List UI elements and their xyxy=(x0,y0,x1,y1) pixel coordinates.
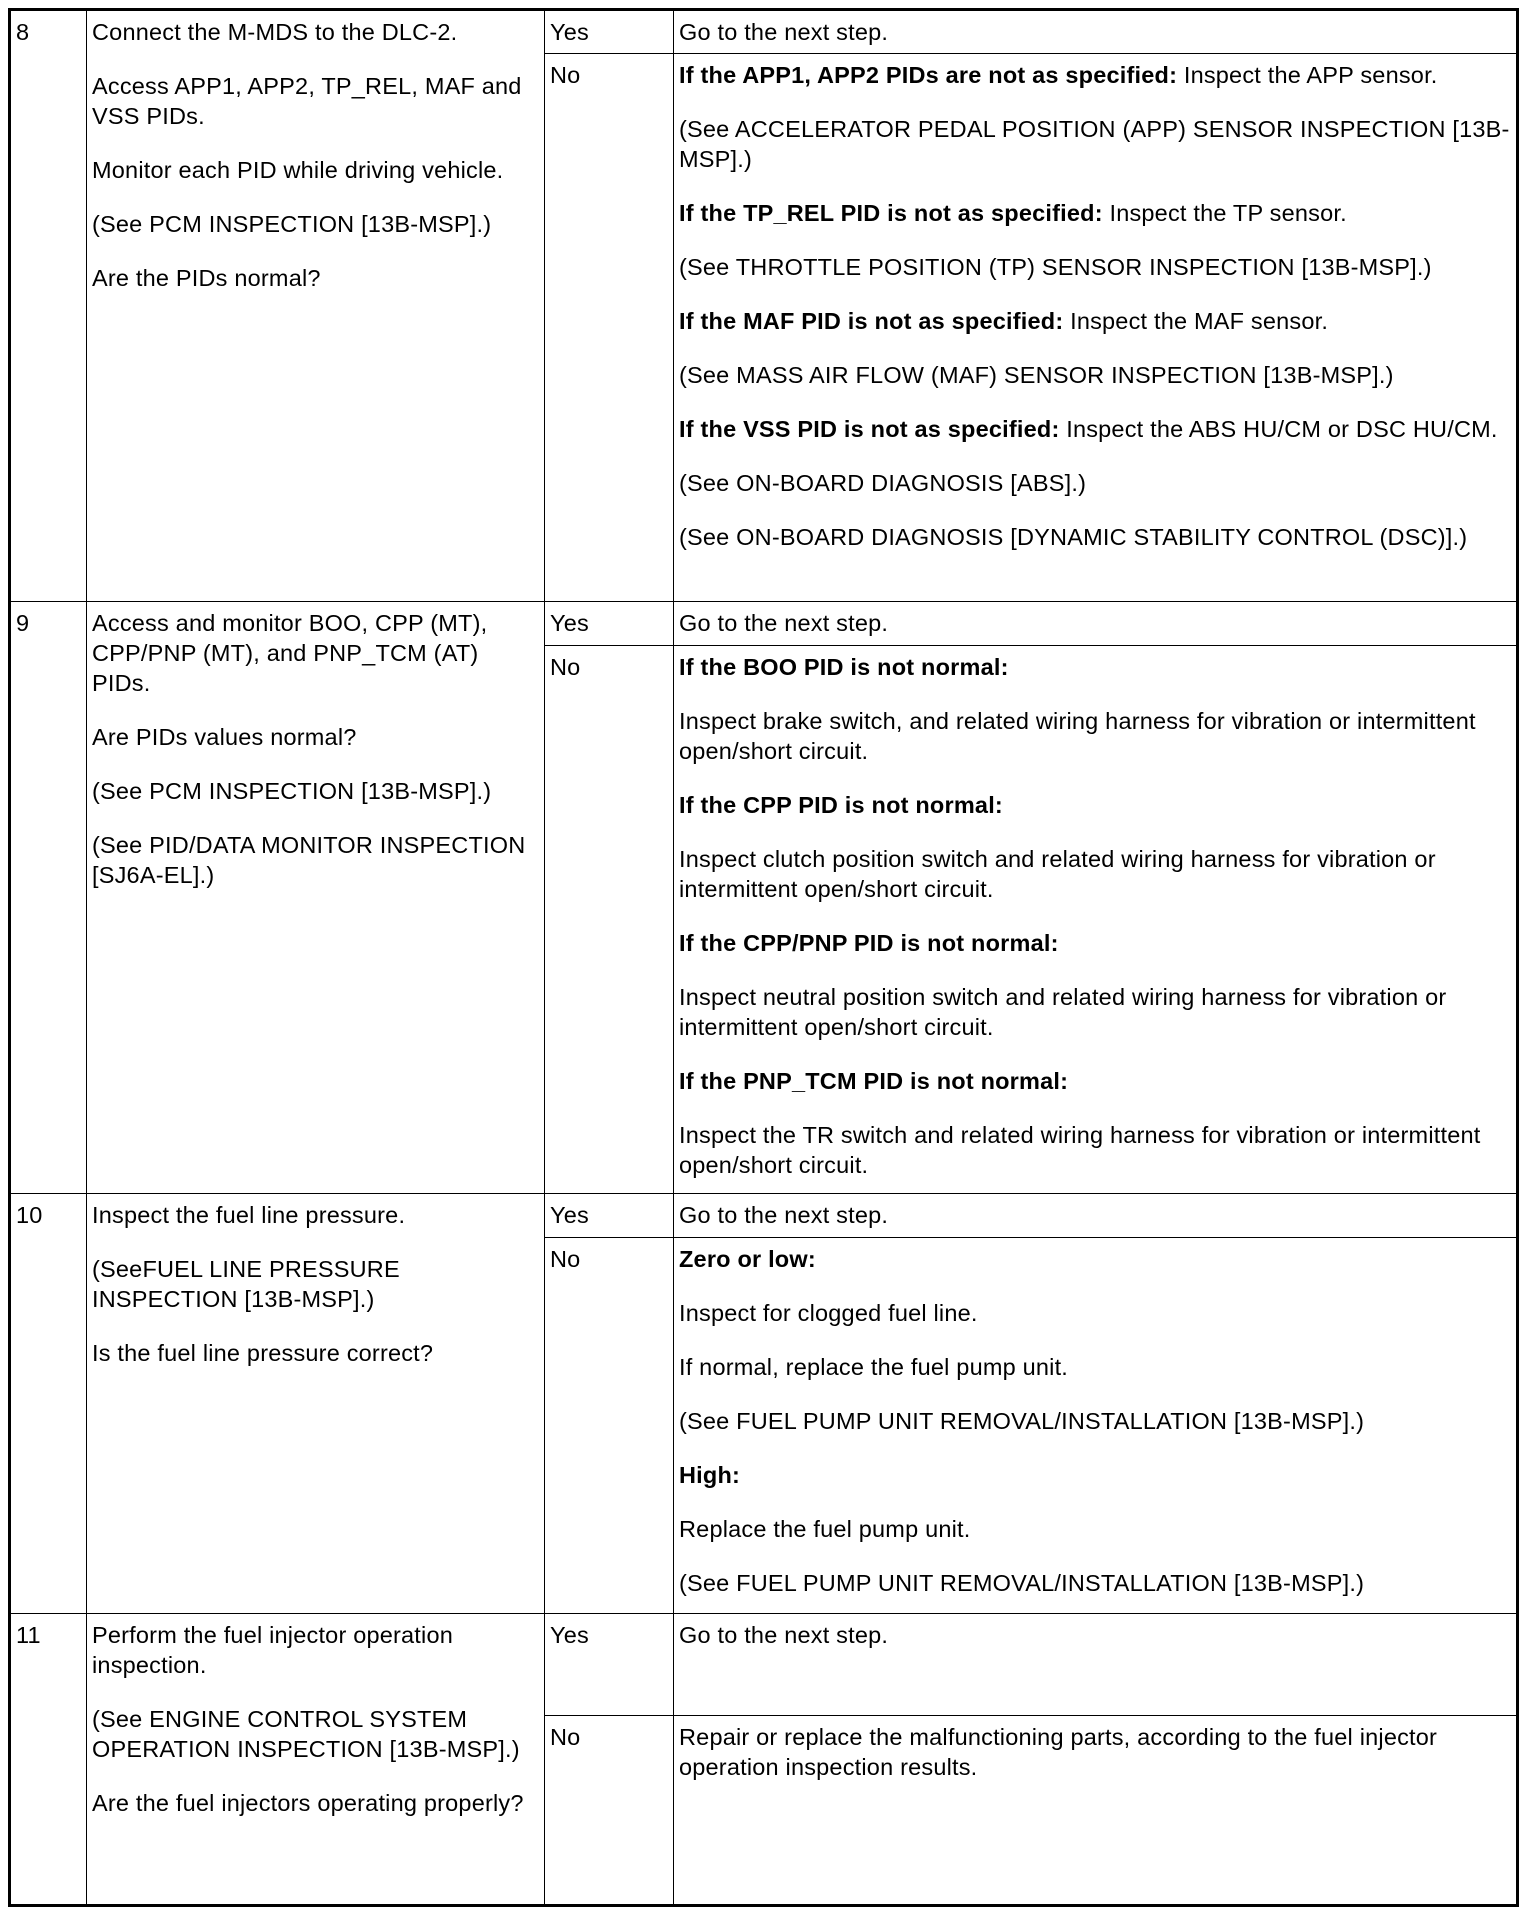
result-paragraph: Inspect the TR switch and related wiring harness for vibration or intermittent open/short circuit. xyxy=(679,1122,1481,1178)
result-paragraph: (See THROTTLE POSITION (TP) SENSOR INSPECTION [13B-MSP].) xyxy=(679,254,1432,280)
step-number: 11 xyxy=(10,1614,87,1906)
no-result xyxy=(674,1716,1518,1906)
yes-label: Yes xyxy=(545,1614,674,1716)
yes-label: Yes xyxy=(545,1194,674,1238)
result-paragraph: (See MASS AIR FLOW (MAF) SENSOR INSPECTION [13B-MSP].) xyxy=(679,362,1394,388)
yes-result: Go to the next step. xyxy=(674,1194,1518,1238)
table-row xyxy=(10,1194,1518,1238)
result-paragraph: (See ON-BOARD DIAGNOSIS [ABS].) xyxy=(679,470,1087,496)
diagnostic-procedure-table xyxy=(8,8,1519,1907)
result-paragraph: (See FUEL PUMP UNIT REMOVAL/INSTALLATION [13B-MSP].) xyxy=(679,1570,1365,1596)
result-paragraph: If normal, replace the fuel pump unit. xyxy=(679,1354,1069,1380)
no-label: No xyxy=(545,1716,674,1906)
result-paragraph: If the MAF PID is not as specified: Inspect the MAF sensor. xyxy=(679,308,1329,334)
result-paragraph: Zero or low: xyxy=(679,1246,816,1272)
result-paragraph: (See ACCELERATOR PEDAL POSITION (APP) SENSOR INSPECTION [13B-MSP].) xyxy=(679,116,1510,172)
result-paragraph: Inspect brake switch, and related wiring harness for vibration or intermittent open/short circuit. xyxy=(679,708,1476,764)
action-text: (SeeFUEL LINE PRESSURE INSPECTION [13B-MSP].) xyxy=(92,1256,400,1312)
step-number: 9 xyxy=(10,602,87,1194)
step-action xyxy=(87,10,545,602)
action-text: Access APP1, APP2, TP_REL, MAF and VSS PIDs. xyxy=(92,73,522,129)
table-row xyxy=(10,602,1518,646)
action-text: Inspect the fuel line pressure. xyxy=(92,1202,406,1228)
action-text: Is the fuel line pressure correct? xyxy=(92,1340,434,1366)
step-number: 10 xyxy=(10,1194,87,1614)
result-paragraph: Inspect clutch position switch and related wiring harness for vibration or intermittent open/short circuit. xyxy=(679,846,1436,902)
action-text: Are the PIDs normal? xyxy=(92,265,321,291)
result-paragraph: High: xyxy=(679,1462,741,1488)
action-text: Access and monitor BOO, CPP (MT), CPP/PNP (MT), and PNP_TCM (AT) PIDs. xyxy=(92,610,488,696)
result-paragraph: If the PNP_TCM PID is not normal: xyxy=(679,1068,1069,1094)
result-paragraph: If the TP_REL PID is not as specified: Inspect the TP sensor. xyxy=(679,200,1347,226)
yes-label: Yes xyxy=(545,10,674,54)
no-result xyxy=(674,1238,1518,1614)
action-text: (See PCM INSPECTION [13B-MSP].) xyxy=(92,778,492,804)
step-number: 8 xyxy=(10,10,87,602)
result-paragraph: If the BOO PID is not normal: xyxy=(679,654,1009,680)
step-action xyxy=(87,602,545,1194)
no-label: No xyxy=(545,54,674,602)
result-paragraph: (See ON-BOARD DIAGNOSIS [DYNAMIC STABILITY CONTROL (DSC)].) xyxy=(679,524,1468,550)
yes-result: Go to the next step. xyxy=(674,10,1518,54)
action-text: (See PCM INSPECTION [13B-MSP].) xyxy=(92,211,492,237)
table-row xyxy=(10,1614,1518,1716)
result-paragraph: If the CPP/PNP PID is not normal: xyxy=(679,930,1059,956)
no-label: No xyxy=(545,1238,674,1614)
action-text: (See PID/DATA MONITOR INSPECTION [SJ6A-EL].) xyxy=(92,832,526,888)
action-text: Connect the M-MDS to the DLC-2. xyxy=(92,19,458,45)
step-action xyxy=(87,1614,545,1906)
action-text: Are the fuel injectors operating properly? xyxy=(92,1790,524,1816)
yes-result: Go to the next step. xyxy=(674,1614,1518,1716)
result-paragraph: Inspect for clogged fuel line. xyxy=(679,1300,978,1326)
action-text: Monitor each PID while driving vehicle. xyxy=(92,157,504,183)
result-paragraph: If the APP1, APP2 PIDs are not as specified: Inspect the APP sensor. xyxy=(679,62,1438,88)
result-paragraph: Inspect neutral position switch and related wiring harness for vibration or intermittent open/short circuit. xyxy=(679,984,1447,1040)
no-result xyxy=(674,54,1518,602)
result-paragraph: If the VSS PID is not as specified: Inspect the ABS HU/CM or DSC HU/CM. xyxy=(679,416,1498,442)
action-text: (See ENGINE CONTROL SYSTEM OPERATION INSPECTION [13B-MSP].) xyxy=(92,1706,520,1762)
result-paragraph: If the CPP PID is not normal: xyxy=(679,792,1003,818)
table-row xyxy=(10,10,1518,54)
action-text: Are PIDs values normal? xyxy=(92,724,357,750)
result-paragraph: Replace the fuel pump unit. xyxy=(679,1516,971,1542)
no-result xyxy=(674,646,1518,1194)
step-action xyxy=(87,1194,545,1614)
yes-result: Go to the next step. xyxy=(674,602,1518,646)
result-paragraph: (See FUEL PUMP UNIT REMOVAL/INSTALLATION [13B-MSP].) xyxy=(679,1408,1365,1434)
action-text: Perform the fuel injector operation inspection. xyxy=(92,1622,453,1678)
yes-label: Yes xyxy=(545,602,674,646)
result-paragraph: Repair or replace the malfunctioning parts, according to the fuel injector operation inspection results. xyxy=(679,1724,1438,1780)
no-label: No xyxy=(545,646,674,1194)
